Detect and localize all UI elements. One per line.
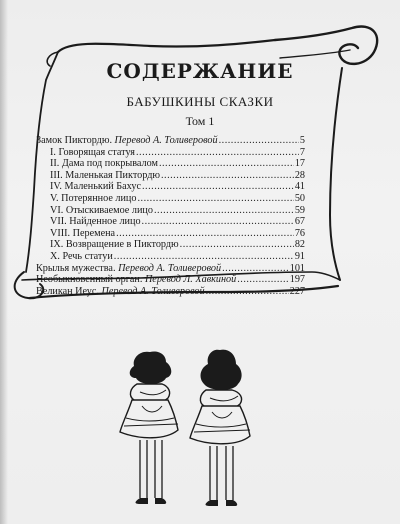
toc-page-number: 28 bbox=[294, 169, 305, 181]
right-girl-figure bbox=[190, 350, 250, 506]
toc-page-number: 50 bbox=[294, 192, 305, 204]
toc-entry-translator: Перевод А. Толиверовой bbox=[101, 285, 205, 297]
toc-page-number: 101 bbox=[289, 262, 305, 274]
toc-entry-title: Замок Пиктордю. Перевод А. Толиверовой bbox=[36, 135, 218, 146]
page-title: СОДЕРЖАНИЕ bbox=[106, 59, 294, 83]
toc-page-number: 91 bbox=[294, 250, 305, 262]
toc-page-number: 82 bbox=[294, 239, 305, 251]
toc-entry-title: I. Говорящая статуя bbox=[50, 146, 135, 158]
toc-page-number: 67 bbox=[294, 216, 305, 228]
toc-page-number: 7 bbox=[299, 146, 305, 158]
toc-entry-title: III. Маленькая Пиктордю bbox=[50, 169, 160, 181]
toc-page-number: 76 bbox=[294, 227, 305, 239]
toc-entry-title: VIII. Перемена bbox=[50, 227, 116, 239]
toc-entry-title: IX. Возвращение в Пиктордю bbox=[50, 239, 179, 251]
toc-entry-title: Великан Иеус. Перевод А. Толиверовой bbox=[36, 285, 205, 297]
toc-entry-title: Крылья мужества. Перевод А. Толиверовой bbox=[36, 262, 222, 274]
toc-page-number: 41 bbox=[294, 181, 305, 193]
toc-entry-title: V. Потерянное лицо bbox=[50, 192, 137, 204]
volume-label: Том 1 bbox=[185, 114, 215, 128]
toc-entry-title: VII. Найденное лицо bbox=[50, 216, 141, 228]
toc-page-number: 5 bbox=[299, 135, 305, 146]
toc-entry-title: IV. Маленький Бахус bbox=[50, 181, 141, 193]
toc-entry-translator: Перевод А. Толиверовой bbox=[114, 135, 218, 146]
toc-page-number: 17 bbox=[294, 158, 305, 170]
toc-entry-title: VI. Отыскиваемое лицо bbox=[50, 204, 153, 216]
toc-page-number: 59 bbox=[294, 204, 305, 216]
toc-page-number: 197 bbox=[289, 274, 305, 286]
toc-entry-title: Необыкновенный орган. Перевод Л. Хавкиной bbox=[36, 274, 237, 286]
book-subtitle: БАБУШКИНЫ СКАЗКИ bbox=[126, 94, 274, 109]
toc-page-number: 227 bbox=[289, 285, 305, 297]
left-girl-figure bbox=[120, 351, 178, 504]
toc-entry-title: II. Дама под покрывалом bbox=[50, 158, 158, 170]
toc-entry-translator: Перевод Л. Хавкиной bbox=[144, 274, 237, 286]
toc-entry-title: X. Речь статуи bbox=[50, 250, 113, 262]
toc-entry-translator: Перевод А. Толиверовой bbox=[118, 262, 222, 274]
